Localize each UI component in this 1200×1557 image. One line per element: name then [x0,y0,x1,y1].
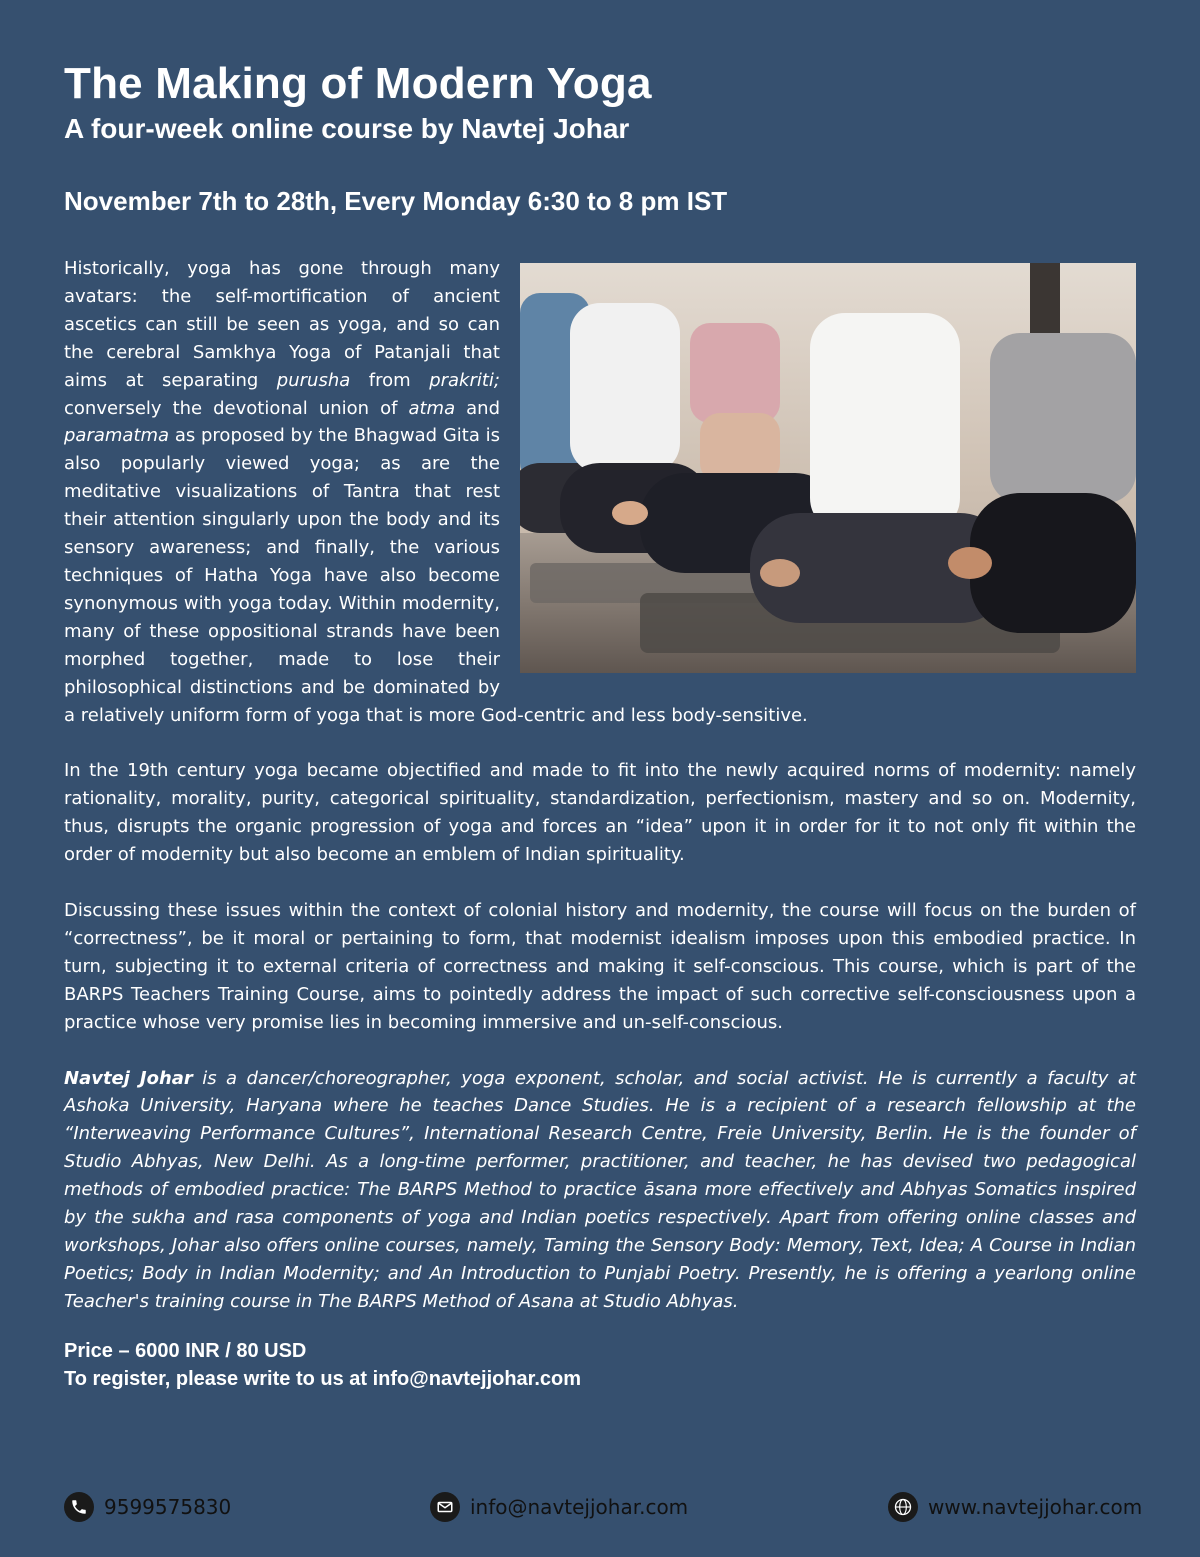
intro-term-paramatma: paramatma [64,425,170,447]
contact-footer [64,1490,1143,1524]
modernity-paragraph: In the 19th century yoga became objectified and made to fit into the newly acquired norms of modernity: namely rationality, morality, purity, categorical spirituality, standardization, perfectionism, mastery and so on. Modernity, thus, disrupts the organic progression of yoga and forces an “idea” upon it in order for it to not only fit within the order of modernity but also become an emblem of Indian spirituality. [64,760,1136,866]
course-description [64,255,1136,1344]
instructor-name: Navtej Johar [64,1067,193,1089]
intro-term-prakriti: prakriti; [429,369,500,391]
instructor-bio-text: is a dancer/choreographer, yoga exponent, scholar, and social activist. He is currently a faculty at Ashoka University, Haryana where he teaches Dance Studies. He is a recipient of a research fellowship at the “Interweaving Performance Cultures”, International Research Centre, Freie University, Berlin. He is the founder of Studio Abhyas, New Delhi. As a long-time performer, practitioner, and teacher, he has devised two pedagogical methods of embodied practice: The BARPS Method to practice āsana more effectively and Abhyas Somatics inspired by the sukha and rasa components of yoga and Indian poetics respectively. Apart from offering online classes and workshops, Johar also offers online courses, namely, Taming the Sensory Body: Memory, Text, Idea; A Course in Indian Poetics; Body in Indian Modernity; and An Introduction to Punjabi Poetry. Presently, he is offering a yearlong online Teacher's training course in The BARPS Method of Asana at Studio Abhyas. [64,1067,1136,1312]
phone-icon [64,1492,94,1522]
course-dates: November 7th to 28th, Every Monday 6:30 to 8 pm IST [64,186,728,216]
course-focus-paragraph: Discussing these issues within the context of colonial history and modernity, the course will focus on the burden of “correctness”, be it moral or pertaining to form, that modernist idealism imposes upon this embodied practice. In turn, subjecting it to external criteria of correctness and making it self-conscious. This course, which is part of the BARPS Teachers Training Course, aims to pointedly address the impact of such corrective self-consciousness upon a practice whose very promise lies in becoming immersive and un-self-conscious. [64,900,1136,1033]
email-contact[interactable] [430,1490,688,1524]
intro-text-5: as proposed by the Bhagwad Gita is also popularly viewed yoga; as are the meditative visualizations of Tantra that rest their attention singularly upon the body and its sensory awareness; and finally, the various techniques of Hatha Yoga have also become synonymous with yoga today. Within modernity, many of these oppositional strands have been morphed together, made to lose their philosophical distinctions and be dominated by a relatively uniform form of yoga that is more God-centric and less body-sensitive. [64,425,808,726]
email-icon [430,1492,460,1522]
intro-term-atma: atma [408,397,456,419]
phone-number: 9599575830 [104,1495,232,1519]
register-text: To register, please write to us at info@navtejjohar.com [64,1368,582,1390]
email-address: info@navtejjohar.com [470,1495,689,1519]
page-title: The Making of Modern Yoga [64,59,652,108]
pricing-info [64,1337,581,1393]
instructor-bio [64,1065,1136,1316]
intro-text-4: and [455,397,500,419]
website-url: www.navtejjohar.com [928,1495,1143,1519]
intro-text-3: conversely the devotional union of [64,397,409,419]
intro-paragraph [64,255,1136,729]
globe-icon [888,1492,918,1522]
intro-text-2: from [350,369,430,391]
intro-term-purusha: purusha [276,369,351,391]
yoga-class-photo [520,263,1136,673]
intro-text-1: Historically, yoga has gone through many avatars: the self-mortification of ancient ascetics can still be seen as yoga, and so can the cerebral Samkhya Yoga of Patanjali that aims at separating [64,258,500,391]
page-subtitle: A four-week online course by Navtej Johar [64,113,630,144]
phone-contact[interactable] [64,1490,231,1524]
price-text: Price – 6000 INR / 80 USD [64,1340,307,1362]
website-contact[interactable] [888,1490,1142,1524]
